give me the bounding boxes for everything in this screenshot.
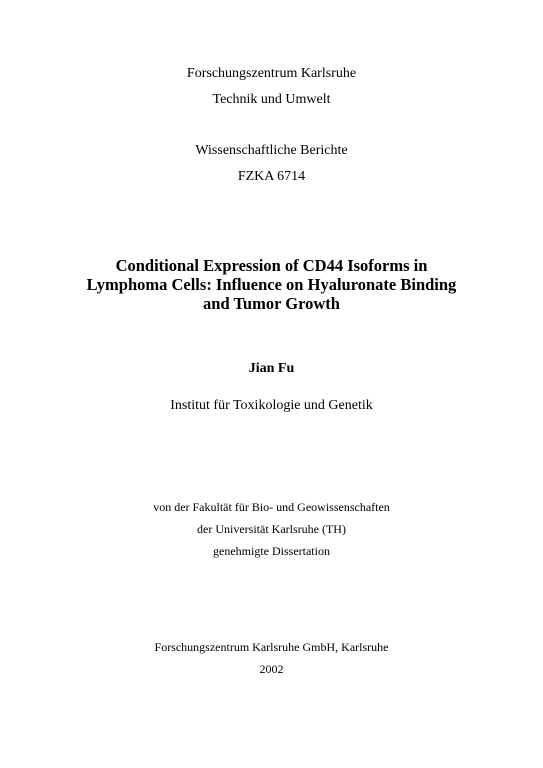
dissertation-line-3: genehmigte Dissertation — [213, 544, 330, 558]
author-institute: Institut für Toxikologie und Genetik — [170, 398, 373, 413]
report-series: Wissenschaftliche Berichte — [195, 143, 348, 158]
dissertation-line-1: von der Fakultät für Bio- und Geowissenschaften — [153, 500, 390, 514]
report-number: FZKA 6714 — [237, 169, 306, 184]
title-line-2: Lymphoma Cells: Influence on Hyaluronate Binding — [86, 275, 457, 294]
institution-subtitle: Technik und Umwelt — [212, 92, 331, 107]
institution-name: Forschungszentrum Karlsruhe — [186, 66, 357, 81]
publisher-name: Forschungszentrum Karlsruhe GmbH, Karlsruhe — [154, 640, 389, 654]
publication-year: 2002 — [259, 662, 284, 676]
author-name: Jian Fu — [248, 361, 295, 376]
dissertation-line-2: der Universität Karlsruhe (TH) — [197, 522, 346, 536]
title-line-1: Conditional Expression of CD44 Isoforms in — [115, 256, 428, 275]
title-line-3: and Tumor Growth — [203, 294, 340, 313]
